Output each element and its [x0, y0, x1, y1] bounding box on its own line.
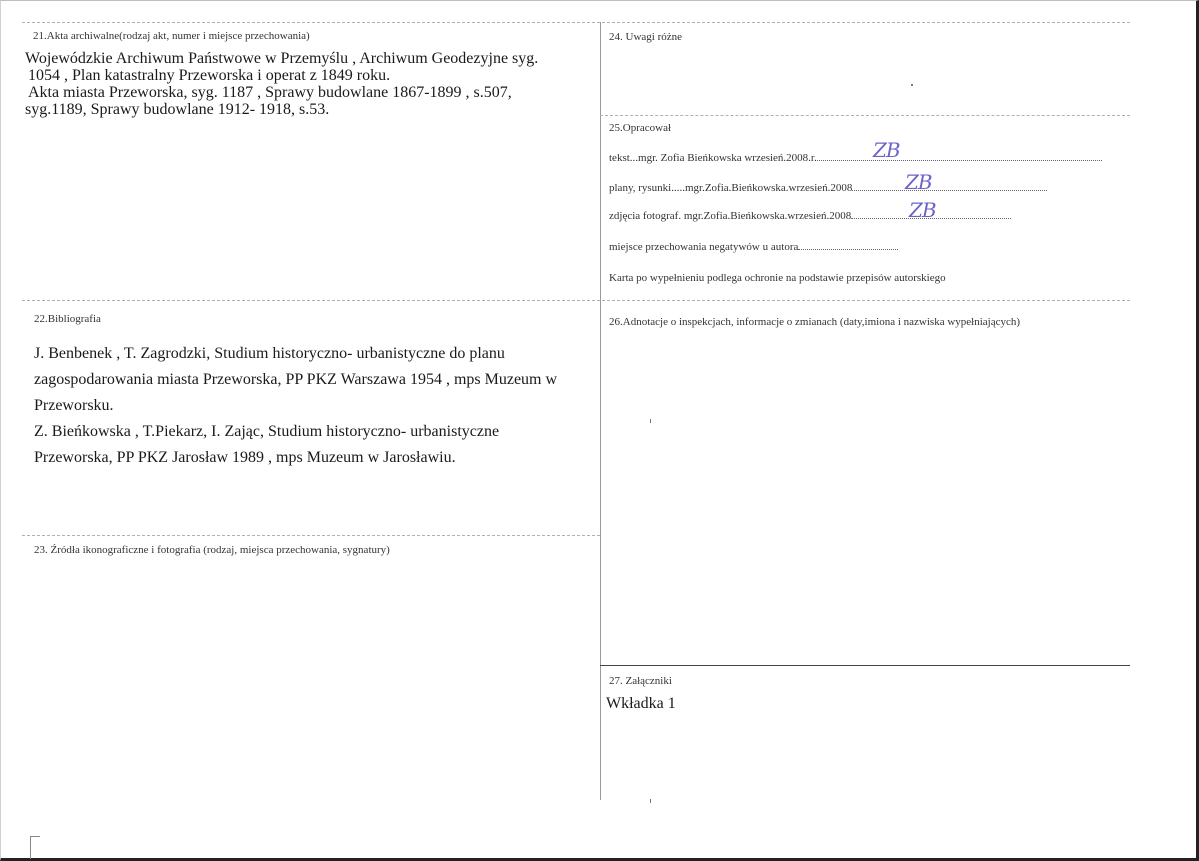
s23-label: 23. Źródła ikonograficzne i fotografia (rodzaj, miejsca przechowania, sygnatury): [34, 544, 390, 556]
mid-rule-1: [22, 300, 1130, 301]
s21-line-3: Akta miasta Przeworska, syg. 1187 , Sprawy budowlane 1867-1899 , s.507,: [28, 84, 512, 101]
scan-speck: [650, 419, 651, 423]
s27-top-rule: [600, 665, 1130, 666]
s21-line-2: 1054 , Plan katastralny Przeworska i operat z 1849 roku.: [28, 67, 391, 84]
s25-tekst-row: [609, 151, 1102, 164]
scan-speck: [650, 799, 651, 803]
s25-zdjecia-initials: ZB: [909, 198, 936, 222]
s22-line-2: zagospodarowania miasta Przeworska, PP PKZ Warszawa 1954 , mps Muzeum w: [34, 371, 558, 388]
s27-label: 27. Załączniki: [609, 675, 672, 687]
s22-line-3: Przeworsku.: [34, 397, 114, 414]
s22-line-5: Przeworska, PP PKZ Jarosław 1989 , mps Muzeum w Jarosławiu.: [34, 449, 456, 466]
top-rule: [22, 22, 1130, 23]
s25-miejsce-dots: [798, 240, 898, 250]
s25-plany: plany, rysunki.....mgr.Zofia.Bieńkowska.wrzesień.2008: [609, 182, 853, 194]
s25-tekst-dots: [817, 151, 1102, 161]
s26-label: 26.Adnotacje o inspekcjach, informacje o zmianach (daty,imiona i nazwiska wypełniających): [609, 316, 1021, 328]
s25-zdjecia-row: [609, 209, 1011, 222]
s25-tekst: tekst...mgr. Zofia Bieńkowska wrzesień.2008.r.: [609, 152, 817, 164]
s24-label: 24. Uwagi różne: [609, 31, 683, 43]
s25-zdjecia: zdjęcia fotograf. mgr.Zofia.Bieńkowska.wrzesień.2008: [609, 210, 852, 222]
s21-line-4: syg.1189, Sprawy budowlane 1912- 1918, s.53.: [25, 101, 330, 118]
s25-miejsce-row: [609, 240, 898, 253]
s25-plany-row: [609, 181, 1047, 194]
s22-text: [34, 341, 594, 471]
s21-text: [25, 50, 538, 118]
s25-top-rule: [600, 115, 1130, 116]
scan-speck: [911, 84, 913, 86]
s25-tekst-initials: ZB: [873, 138, 900, 162]
s23-top-rule: [22, 535, 600, 536]
s25-karta: Karta po wypełnieniu podlega ochronie na podstawie przepisów autorskiego: [609, 272, 946, 284]
s22-line-1: J. Benbenek , T. Zagrodzki, Studium historyczno- urbanistyczne do planu: [34, 345, 505, 362]
s21-line-1: Wojewódzkie Archiwum Państwowe w Przemyślu , Archiwum Geodezyjne syg.: [25, 50, 539, 67]
s25-label: 25.Opracował: [609, 122, 672, 134]
s25-plany-initials: ZB: [905, 170, 932, 194]
s22-label: 22.Bibliografia: [34, 313, 101, 325]
s25-plany-dots: [852, 181, 1047, 191]
scan-corner-mark: [30, 836, 40, 859]
column-divider: [600, 22, 601, 800]
s27-value: Wkładka 1: [606, 695, 676, 712]
s21-label: 21.Akta archiwalne(rodzaj akt, numer i miejsce przechowania): [33, 30, 310, 42]
s25-miejsce: miejsce przechowania negatywów u autora: [609, 241, 799, 253]
s22-line-4: Z. Bieńkowska , T.Piekarz, I. Zając, Studium historyczno- urbanistyczne: [34, 423, 500, 440]
